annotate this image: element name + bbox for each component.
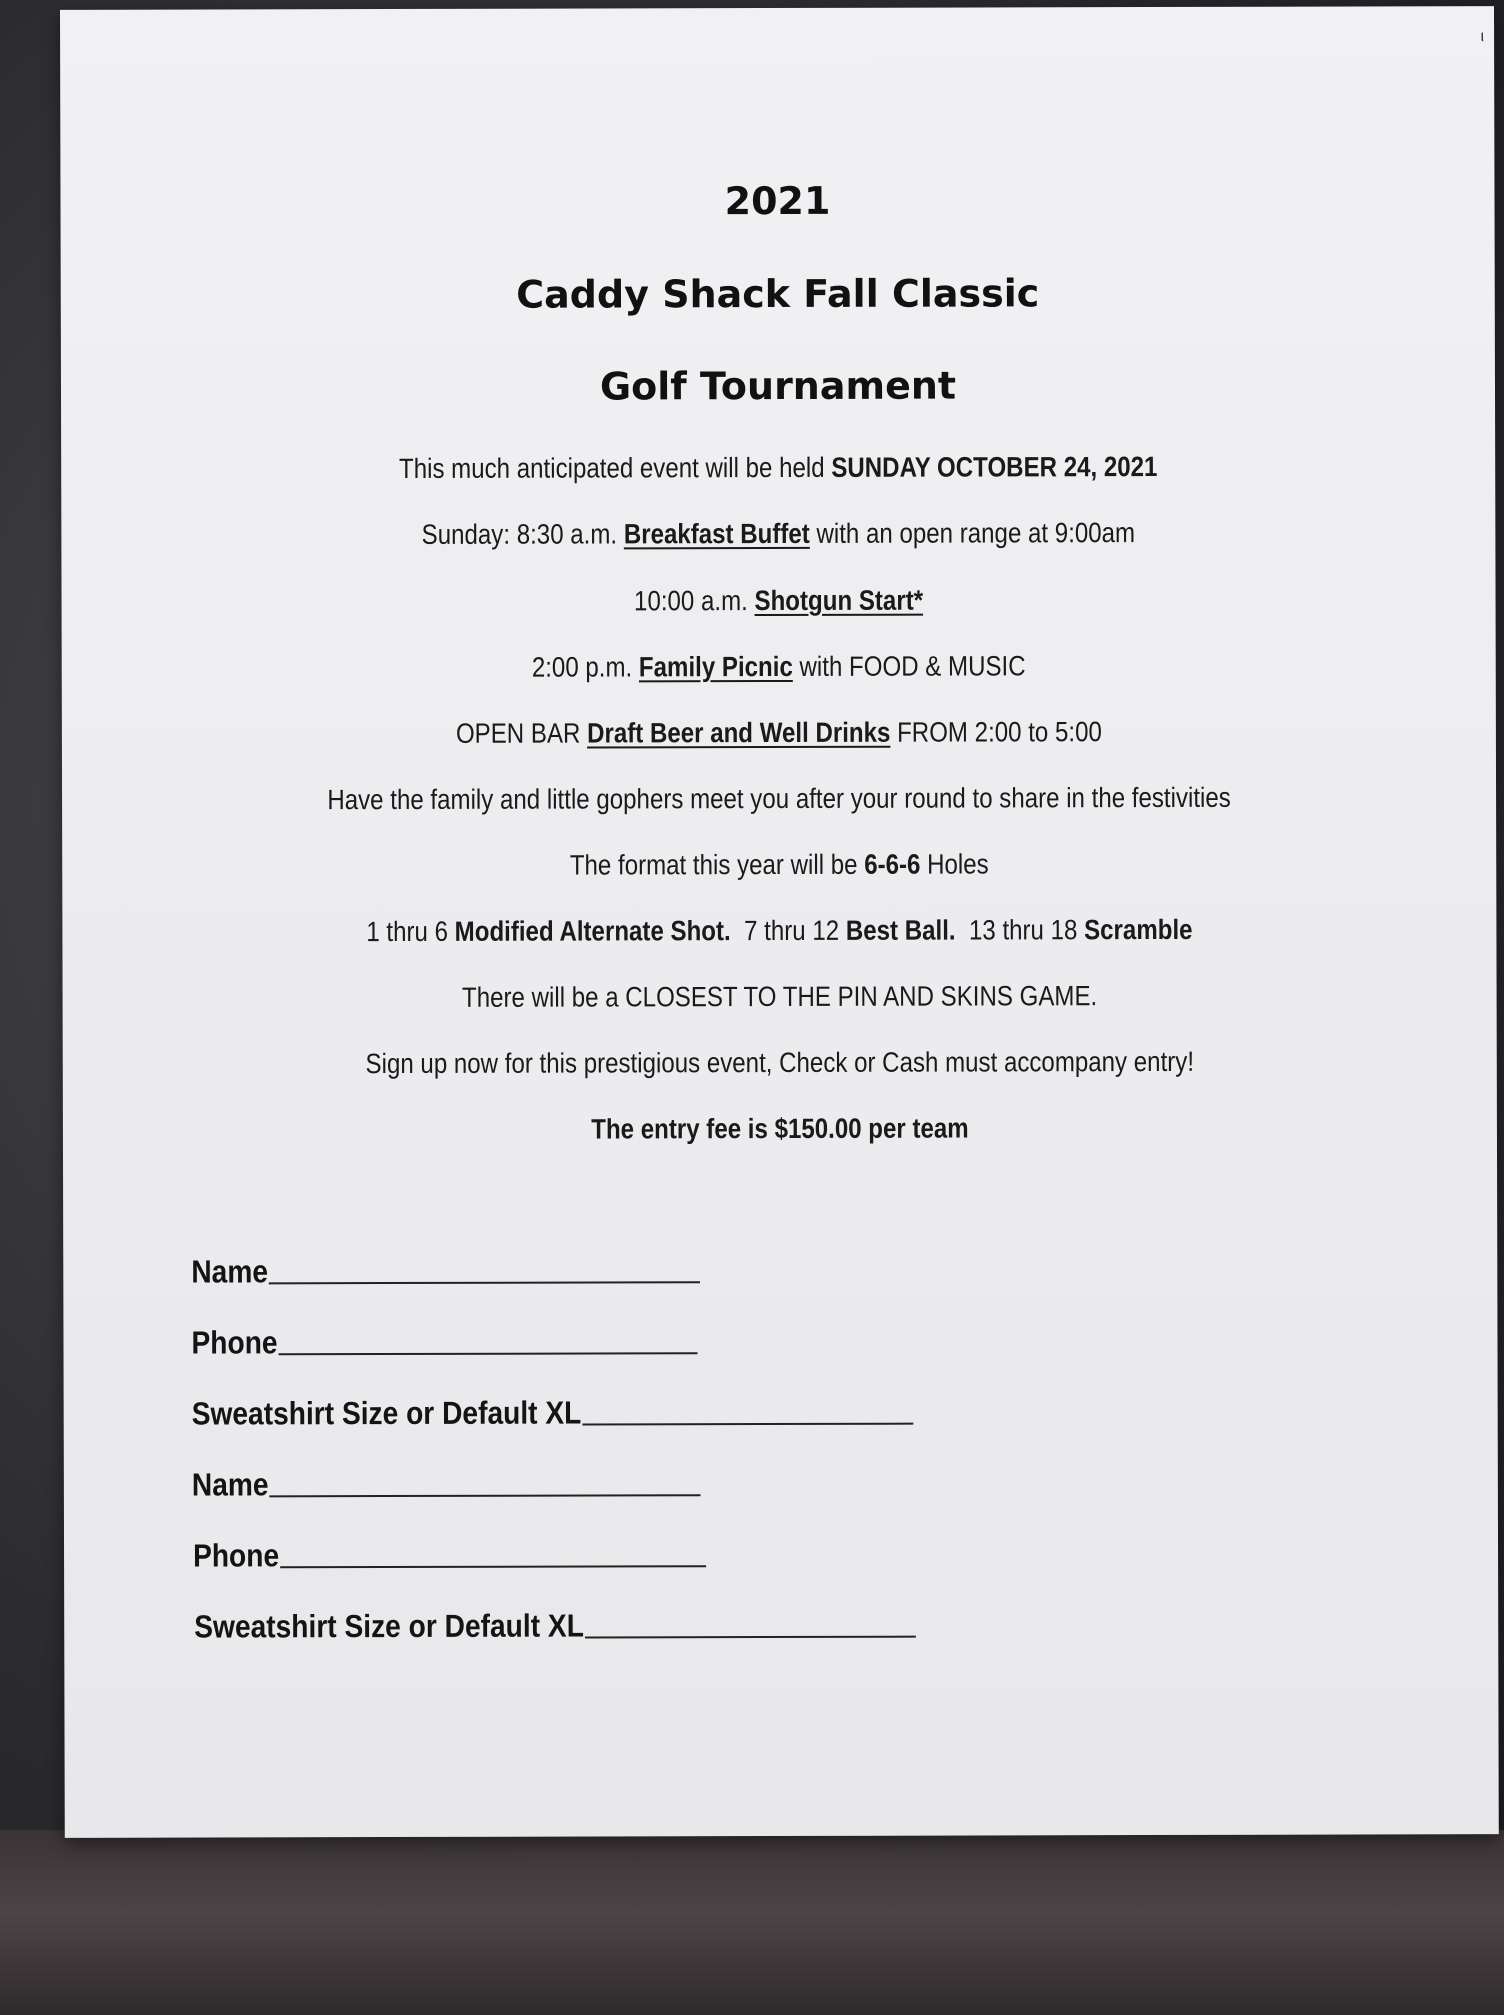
family-picnic: Family Picnic [638,650,793,683]
flyer-paper [60,6,1499,1838]
alternate-shot: Modified Alternate Shot. [454,915,731,947]
flyer-subtitle: Golf Tournament [599,363,957,409]
picnic-time: 2:00 p.m. [531,651,639,683]
sweatshirt-blank-1[interactable] [582,1421,913,1426]
phone-field-1[interactable] [191,1323,697,1361]
draft-beer-drinks: Draft Beer and Well Drinks [587,716,891,749]
holes-7-12: 7 thru 12 [730,914,846,947]
family-line: Have the family and little gophers meet you after your round to share in the festivities [327,781,1231,816]
name-field-1[interactable] [191,1252,700,1290]
corner-mark: ι [1480,28,1485,46]
holes-1-6: 1 thru 6 [366,915,455,948]
name-field-2[interactable] [192,1465,701,1503]
open-bar-text: OPEN BAR [455,717,588,749]
event-date-line [162,450,1395,485]
name-label-1: Name [191,1253,269,1290]
table-surface [0,1830,1504,2015]
format-holes: Holes [920,848,989,880]
shotgun-start: Shotgun Start* [754,584,924,617]
event-date: SUNDAY OCTOBER 24, 2021 [831,451,1158,483]
holes-13-18: 13 thru 18 [955,914,1085,946]
phone-blank-1[interactable] [278,1350,697,1355]
phone-blank-2[interactable] [280,1563,706,1568]
open-bar-line [162,715,1395,750]
closest-pin-line: There will be a CLOSEST TO THE PIN AND SKINS GAME. [461,980,1098,1013]
sweatshirt-field-1[interactable] [192,1394,913,1433]
open-range-text: with an open range at 9:00am [809,517,1136,549]
phone-label-1: Phone [191,1324,278,1361]
signup-line: Sign up now for this prestigious event, Check or Cash must accompany entry! [365,1045,1195,1080]
phone-label-2: Phone [193,1537,280,1574]
format-value: 6-6-6 [864,848,921,880]
flyer-year: 2021 [724,178,831,224]
breakfast-line [162,516,1395,551]
sweatshirt-label-2: Sweatshirt Size or Default XL [194,1607,584,1645]
phone-field-2[interactable] [193,1536,706,1574]
best-ball: Best Ball. [845,914,956,946]
format-line [163,847,1396,882]
food-music-text: with FOOD & MUSIC [792,650,1026,682]
breakfast-time: Sunday: 8:30 a.m. [421,518,624,550]
sweatshirt-label-1: Sweatshirt Size or Default XL [191,1394,582,1432]
bar-hours: FROM 2:00 to 5:00 [890,716,1102,748]
shotgun-time: 10:00 a.m. [633,585,755,617]
name-blank-1[interactable] [269,1279,700,1284]
scramble: Scramble [1084,913,1193,946]
picnic-line [162,649,1395,684]
breakfast-buffet: Breakfast Buffet [623,517,810,550]
name-blank-2[interactable] [269,1492,700,1497]
holes-line [163,913,1396,948]
shotgun-line [162,583,1395,618]
sweatshirt-field-2[interactable] [194,1607,915,1646]
event-intro-text: This much anticipated event will be held [398,451,832,484]
sweatshirt-blank-2[interactable] [585,1634,916,1639]
flyer-title: Caddy Shack Fall Classic [516,271,1040,317]
name-label-2: Name [191,1466,269,1503]
entry-fee-line: The entry fee is $150.00 per team [591,1112,969,1145]
format-intro: The format this year will be [569,848,865,881]
